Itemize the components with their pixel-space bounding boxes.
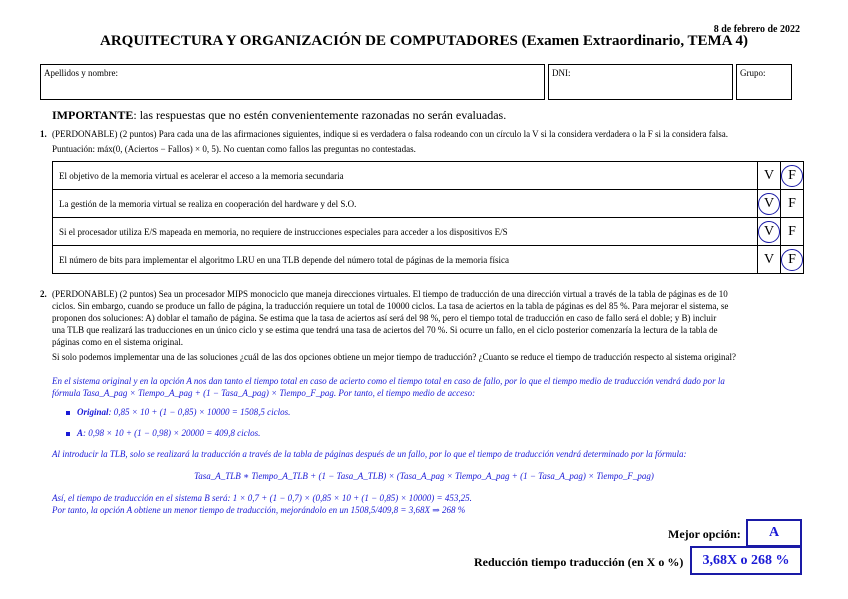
option-b-result: Así, el tiempo de traducción en el sistema B será: 1 × 0,7 + (1 − 0,7) × (0,85 × 10 + (1 − 0,85) × 10000) = 453,25. [52, 493, 472, 503]
bullet-icon [66, 411, 70, 415]
best-option-box: A [746, 519, 802, 547]
q2-line: una TLB que realizará las traducciones en un único ciclo y se estima que tendrá una tasa de aciertos del 70 %. Si ocurre un fallo, en el ciclo posterior comenzaría la lectura de la tabla de [52, 325, 718, 335]
q2-line: páginas como en el sistema original. [52, 337, 183, 347]
tf-row [53, 246, 804, 274]
important-text: : las respuestas que no estén convenientemente razonadas no serán evaluadas. [133, 108, 507, 122]
important-bold: IMPORTANTE [52, 108, 134, 122]
tf-statement: El objetivo de la memoria virtual es acelerar el acceso a la memoria secundaria [53, 162, 758, 190]
name-label: Apellidos y nombre: [44, 68, 118, 78]
false-option-circled[interactable]: F [781, 162, 804, 190]
q2-line: ciclos. Sin embargo, cuando se produce un fallo de página, la traducción requiere un total de 10000 ciclos. La tasa de aciertos en la tabla de páginas es del 85 %. Para mejorar el sistema, se [52, 301, 729, 311]
true-option[interactable]: V [758, 162, 781, 190]
solution-line: En el sistema original y en la opción A nos dan tanto el tiempo total en caso de acierto como el tiempo total en caso de fallo, por lo que el tiempo medio de traducción vendrá dado por la [52, 376, 725, 386]
name-field[interactable] [40, 64, 545, 100]
q2-line: (PERDONABLE) (2 puntos) Sea un procesador MIPS monociclo que maneja direcciones virtuales. El tiempo de traducción de una dirección virtual a través de la tabla de páginas es de 10 [52, 289, 728, 299]
best-option-label: Mejor opción: [668, 527, 741, 541]
dni-field[interactable] [548, 64, 733, 100]
bullet-icon [66, 432, 70, 436]
true-option-circled[interactable]: V [758, 190, 781, 218]
exam-date: 8 de febrero de 2022 [713, 24, 800, 35]
tf-statement: Si el procesador utiliza E/S mapeada en memoria, no requiere de instrucciones especiales para acceder a los dispositivos E/S [53, 218, 758, 246]
reduction-label: Reducción tiempo traducción (en X o %) [474, 555, 684, 569]
false-option-circled[interactable]: F [781, 246, 804, 274]
dni-label: DNI: [552, 68, 571, 78]
group-label: Grupo: [740, 68, 766, 78]
solution-line: fórmula Tasa_A_pag × Tiempo_A_pag + (1 − Tasa_A_pag) × Tiempo_F_pag. Por tanto, el tiempo medio de acceso: [52, 388, 476, 398]
q1-statement: (PERDONABLE) (2 puntos) Para cada una de las afirmaciones siguientes, indique si es verdadera o falsa rodeando con un círculo la V si la considera verdadera o la F si la considera falsa. [52, 129, 728, 139]
conclusion: Por tanto, la opción A obtiene un menor tiempo de traducción, mejorándolo en un 1508,5/409,8 = 3,68X ⇒ 268 % [52, 505, 466, 515]
tlb-formula: Tasa_A_TLB ∗ Tiempo_A_TLB + (1 − Tasa_A_TLB) × (Tasa_A_pag × Tiempo_A_pag + (1 − Tasa_A_pag) × Tiempo_F_pag) [194, 471, 654, 481]
tf-row [53, 190, 804, 218]
q2-statement [52, 288, 812, 348]
tf-row [53, 162, 804, 190]
group-field[interactable] [736, 64, 792, 100]
q2-question: Si solo podemos implementar una de las soluciones ¿cuál de las dos opciones obtiene un mejor tiempo de traducción? ¿Cuanto se reduce el tiempo de traducción respecto al sistema original? [52, 352, 737, 362]
original-result: Original: 0,85 × 10 + (1 − 0,85) × 10000 = 1508,5 ciclos. [77, 407, 291, 417]
tf-table [52, 161, 804, 274]
q2-line: proponen dos soluciones: A) doblar el tamaño de página. Se estima que la tasa de aciertos así será del 98 %, pero el tiempo total de traducción en caso de fallo será el doble; y B) incluir [52, 313, 717, 323]
false-option[interactable]: F [781, 218, 804, 246]
true-option[interactable]: V [758, 246, 781, 274]
q2-number: 2. [40, 289, 47, 299]
false-option[interactable]: F [781, 190, 804, 218]
important-note [52, 108, 506, 123]
tlb-explanation: Al introducir la TLB, solo se realizará la traducción a través de la tabla de páginas después de un fallo, por lo que el tiempo de traducción vendrá determinado por la fórmula: [52, 449, 687, 459]
tf-row [53, 218, 804, 246]
true-option-circled[interactable]: V [758, 218, 781, 246]
tf-statement: El número de bits para implementar el algoritmo LRU en una TLB depende del número total de páginas de la memoria física [53, 246, 758, 274]
reduction-box: 3,68X o 268 % [690, 546, 802, 575]
option-a-result: A: 0,98 × 10 + (1 − 0,98) × 20000 = 409,8 ciclos. [77, 428, 261, 438]
q1-number: 1. [40, 129, 47, 139]
solution-intro [52, 375, 812, 399]
exam-title: ARQUITECTURA Y ORGANIZACIÓN DE COMPUTADORES (Examen Extraordinario, TEMA 4) [100, 33, 748, 49]
tf-statement: La gestión de la memoria virtual se realiza en cooperación del hardware y del S.O. [53, 190, 758, 218]
q1-scoring: Puntuación: máx(0, (Aciertos − Fallos) × 0, 5). No cuentan como fallos las preguntas no contestadas. [52, 144, 416, 154]
